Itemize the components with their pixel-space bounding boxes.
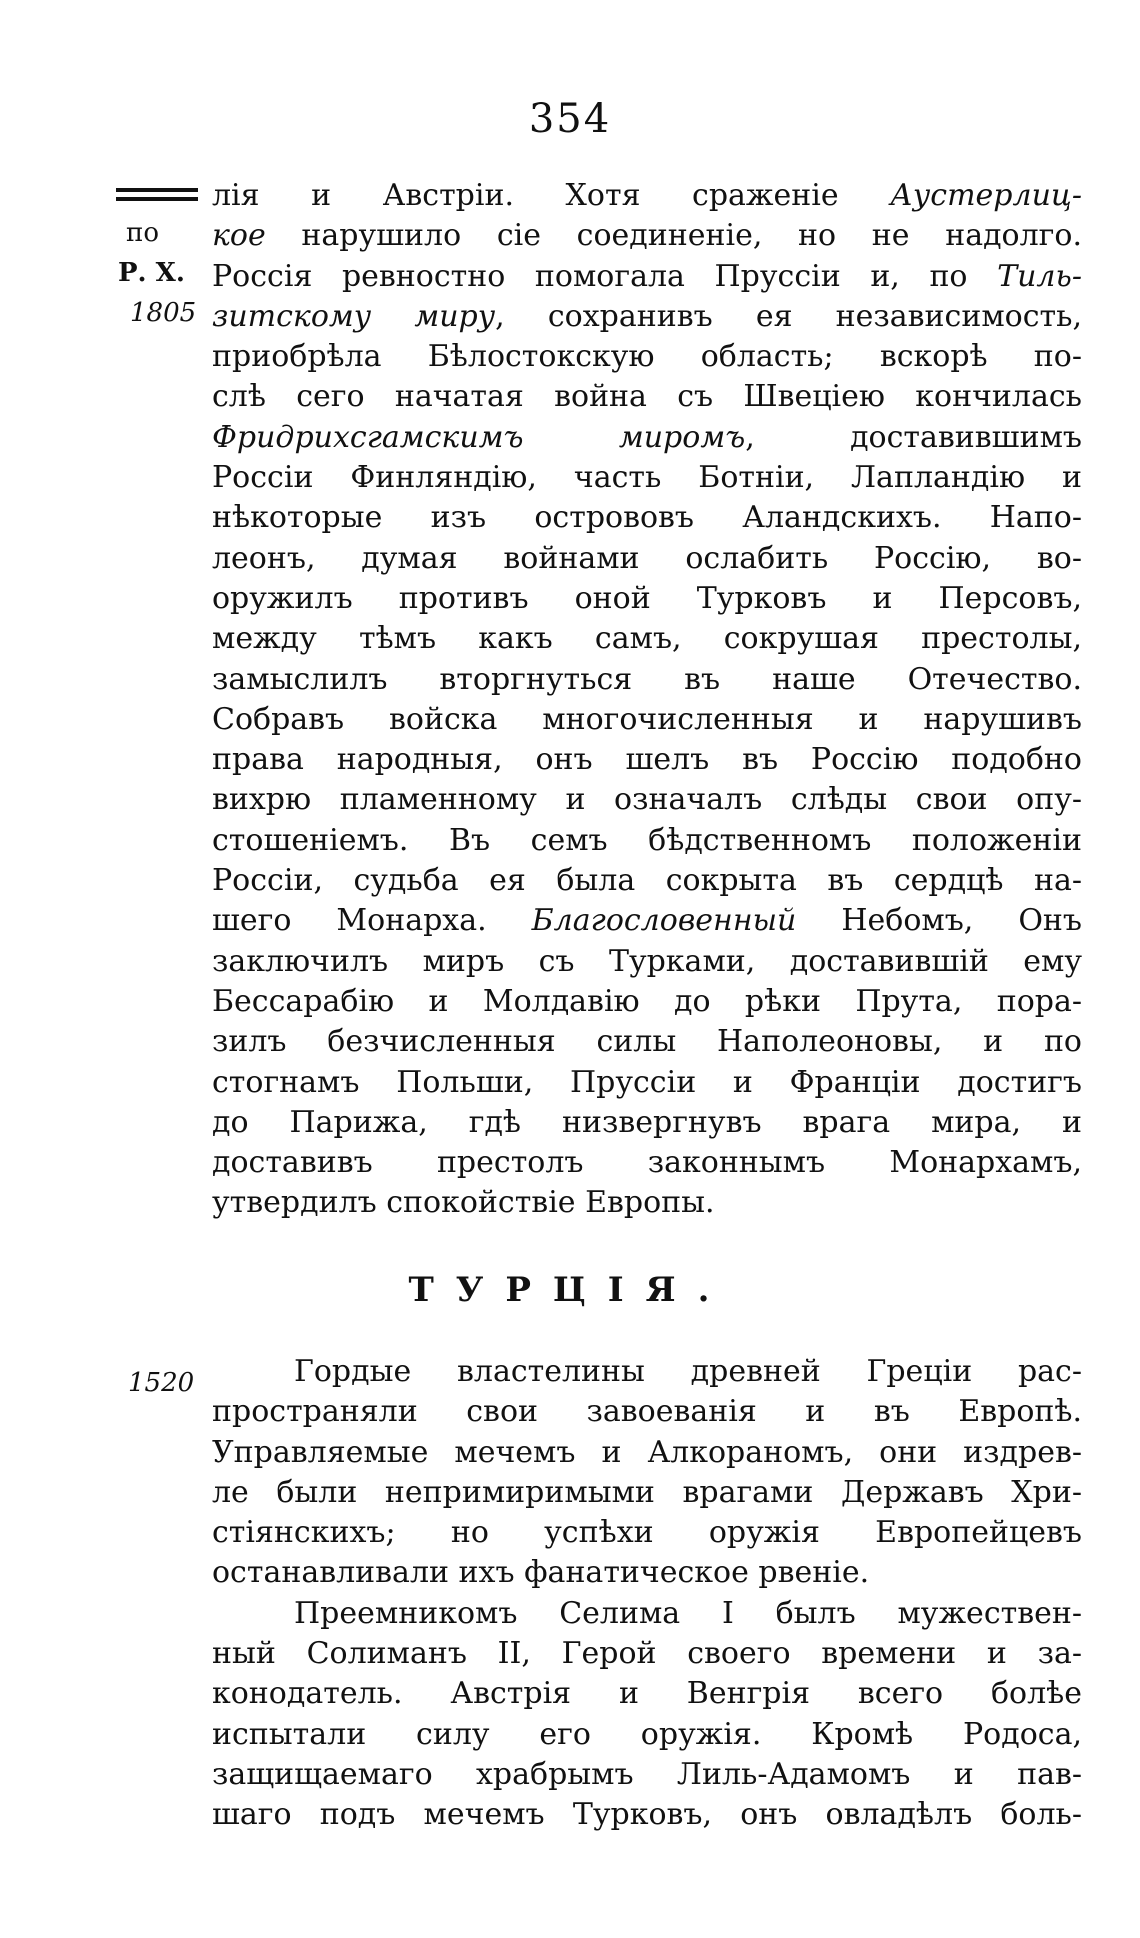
text-line: шего Монарха. Благословенный Небомъ, Онъ — [212, 903, 1083, 939]
text-line: стогнамъ Польши, Пруссіи и Франціи достигъ — [212, 1064, 1082, 1100]
section1-text — [212, 176, 1082, 1224]
text-line: нѣкоторые изъ острововъ Аландскихъ. Напо- — [212, 500, 1082, 536]
text-line: права народныя, онъ шелъ въ Россію подобно — [212, 742, 1082, 778]
text-line: конодатель. Австрія и Венгрія всего болѣе — [212, 1676, 1082, 1712]
text-line: Преемникомъ Селима I былъ мужествен- — [294, 1595, 1082, 1631]
text-line: шаго подъ мечемъ Турковъ, онъ овладѣлъ боль- — [212, 1797, 1082, 1833]
text-line: леонъ, думая войнами ослабить Россію, во- — [212, 540, 1082, 576]
text-line: зитскому миру, сохранивъ ея независимость, — [212, 298, 1082, 334]
page-number: 354 — [528, 96, 612, 142]
text-line: ле были непримиримыми врагами Державъ Хри- — [212, 1474, 1082, 1510]
margin-note-year-1520: 1520 — [128, 1368, 195, 1398]
text-line: Собравъ войска многочисленныя и нарушивъ — [212, 701, 1082, 737]
text-line: ный Солиманъ II, Герой своего времени и за- — [212, 1636, 1082, 1672]
text-line: Россіи Финляндію, часть Ботніи, Лапландію и — [212, 460, 1082, 496]
text-line: Россія ревностно помогала Пруссіи и, по Тиль- — [212, 258, 1082, 294]
text-line: утвердилъ спокойствіе Европы. — [212, 1185, 715, 1221]
text-line: Россіи, судьба ея была сокрыта въ сердцѣ на- — [212, 863, 1082, 899]
text-line: Управляемые мечемъ и Алкораномъ, они издрев- — [212, 1434, 1082, 1470]
text-line: зилъ безчисленныя силы Наполеоновы, и по — [212, 1024, 1082, 1060]
text-line: пространяли свои завоеванія и въ Европѣ. — [212, 1394, 1082, 1430]
text-line: защищаемаго храбрымъ Лиль-Адамомъ и пав- — [212, 1756, 1082, 1792]
text-line: до Парижа, гдѣ низвергнувъ врага мира, и — [212, 1104, 1082, 1140]
text-line: кое нарушило сіе соединеніе, но не надолго. — [212, 218, 1082, 254]
text-line: вихрю пламенному и означалъ слѣды свои опу- — [212, 782, 1082, 818]
margin-note-po: по — [126, 218, 159, 248]
text-line: заключилъ миръ съ Турками, доставившій ему — [212, 943, 1082, 979]
text-line: Гордые властелины древней Греціи рас- — [294, 1354, 1082, 1389]
text-line: лія и Австріи. Хотя сраженіе Аустерлиц- — [212, 178, 1082, 213]
text-line: стошеніемъ. Въ семъ бѣдственномъ положеніи — [212, 822, 1082, 858]
section2-text — [212, 1352, 1082, 1836]
text-line: замыслилъ вторгнуться въ наше Отечество. — [212, 661, 1082, 697]
text-line: оружилъ противъ оной Турковъ и Персовъ, — [212, 580, 1082, 616]
top-rule — [116, 188, 198, 192]
margin-note-year-1805: 1805 — [130, 298, 197, 328]
text-line: стіянскихъ; но успѣхи оружія Европейцевъ — [212, 1515, 1082, 1551]
text-line: приобрѣла Бѣлостокскую область; вскорѣ по- — [212, 339, 1082, 375]
text-line: доставивъ престолъ законнымъ Монархамъ, — [212, 1145, 1082, 1181]
text-line: Фридрихсгамскимъ миромъ, доставившимъ — [212, 419, 1082, 455]
margin-note-rx: Р. Х. — [118, 258, 185, 288]
text-line: останавливали ихъ фанатическое рвеніе. — [212, 1555, 870, 1591]
text-line: слѣ сего начатая война съ Швеціею кончилась — [212, 379, 1082, 415]
text-line: между тѣмъ какъ самъ, сокрушая престолы, — [212, 621, 1082, 657]
section-heading-turkey: ТУРЦІЯ. — [408, 1270, 732, 1310]
top-rule-2 — [116, 197, 198, 201]
text-line: испытали силу его оружія. Кромѣ Родоса, — [212, 1716, 1082, 1752]
text-line: Бессарабію и Молдавію до рѣки Прута, пора- — [212, 983, 1082, 1019]
